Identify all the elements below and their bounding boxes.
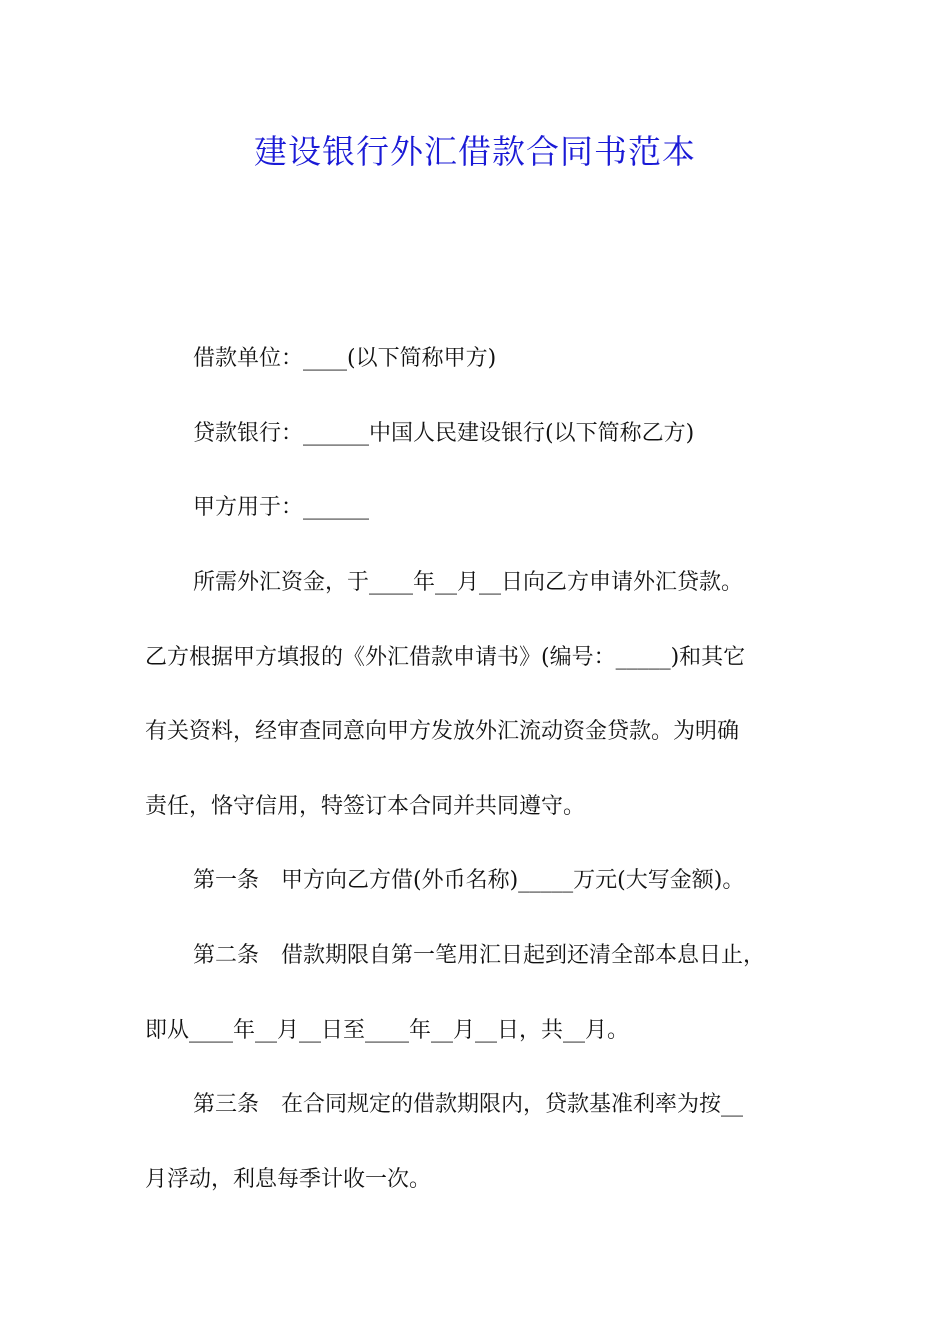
article-two-line: 第二条 借款期限自第一笔用汇日起到还清全部本息日止， — [193, 943, 766, 968]
paragraph-line: 乙方根据甲方填报的《外汇借款申请书》(编号：_____)和其它 — [145, 645, 746, 670]
document-title: 建设银行外汇借款合同书范本 — [254, 132, 696, 171]
paragraph-line: 责任，恪守信用，特签订本合同并共同遵守。 — [145, 794, 586, 819]
article-one-line: 第一条 甲方向乙方借(外币名称)_____万元(大写金额)。 — [193, 868, 745, 893]
borrower-line: 借款单位：____(以下简称甲方) — [193, 346, 497, 371]
paragraph-line: 有关资料，经审查同意向甲方发放外汇流动资金贷款。为明确 — [145, 719, 740, 744]
paragraph-line: 所需外汇资金，于____年__月__日向乙方申请外汇贷款。 — [193, 570, 744, 595]
lender-bank-line: 贷款银行：______中国人民建设银行(以下简称乙方) — [193, 421, 695, 446]
paragraph-line: 月浮动，利息每季计收一次。 — [145, 1167, 432, 1192]
purpose-line: 甲方用于：______ — [193, 495, 370, 520]
article-three-line: 第三条 在合同规定的借款期限内，贷款基准利率为按__ — [193, 1092, 744, 1117]
paragraph-line: 即从____年__月__日至____年__月__日，共__月。 — [145, 1018, 630, 1043]
